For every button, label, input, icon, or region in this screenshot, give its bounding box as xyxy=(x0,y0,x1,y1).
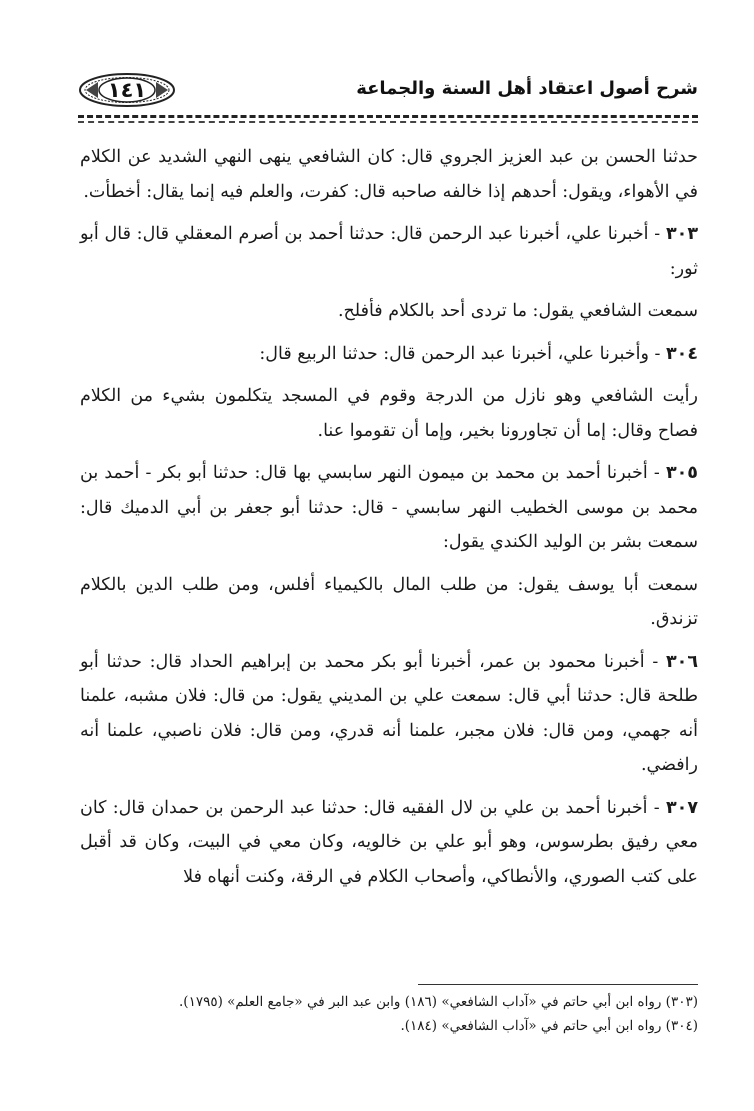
paragraph: سمعت الشافعي يقول: ما تردى أحد بالكلام فأفلح. xyxy=(337,301,698,321)
numbered-narration: ٣٠٦ - أخبرنا محمود بن عمر، أخبرنا أبو بكر محمد بن إبراهيم الحداد قال: حدثنا أبو طلحة قال: حدثنا أبي قال: سمعت علي بن المديني يقول: من قال: فلان مشبه، علمنا أنه جهمي، ومن قال: فلان مجبر، علمنا أنه قدري، ومن قال: فلان ناصبي، علمنا أنه رافضي. xyxy=(80,651,698,775)
header-divider xyxy=(78,115,698,118)
header-divider-secondary xyxy=(78,121,698,123)
main-text xyxy=(80,140,698,902)
numbered-narration: ٣٠٥ - أخبرنا أحمد بن محمد بن ميمون النهر سابسي بها قال: حدثنا أبو بكر - أحمد بن محمد بن موسى الخطيب النهر سابسي - قال: حدثنا أبو جعفر بن أبي الدميك قال: سمعت بشر بن الوليد الكندي يقول: xyxy=(80,463,698,552)
footnotes xyxy=(80,990,698,1038)
page-header xyxy=(78,70,698,114)
numbered-narration: ٣٠٧ - أخبرنا أحمد بن علي بن لال الفقيه قال: حدثنا عبد الرحمن بن حمدان قال: كان معي رفيق بطرسوس، وهو أبو علي بن خالويه، وكان معي في البيت، وكان قد أقبل على كتب الصوري، والأنطاكي، وأصحاب الكلام في الرقة، وكنت أنهاه فلا xyxy=(80,797,698,887)
hadith-number: ٣٠٤ xyxy=(665,343,698,364)
footnote: (٣٠٤) رواه ابن أبي حاتم في «آداب الشافعي» (١٨٤). xyxy=(400,1018,698,1034)
page-number-badge xyxy=(78,72,176,108)
book-title: شرح أصول اعتقاد أهل السنة والجماعة xyxy=(356,78,698,99)
hadith-number: ٣٠٥ xyxy=(665,463,698,483)
footnote: (٣٠٣) رواه ابن أبي حاتم في «آداب الشافعي» (١٨٦) وابن عبد البر في «جامع العلم» (١٧٩٥). xyxy=(179,994,698,1010)
hadith-number: ٣٠٣ xyxy=(665,224,698,244)
hadith-number: ٣٠٦ xyxy=(665,651,698,672)
paragraph: سمعت أبا يوسف يقول: من طلب المال بالكيمياء أفلس، ومن طلب الدين بالكلام تزندق. xyxy=(80,574,698,629)
numbered-narration: ٣٠٣ - أخبرنا علي، أخبرنا عبد الرحمن قال: حدثنا أحمد بن أصرم المعقلي قال: قال أبو ثور: xyxy=(80,224,698,279)
numbered-narration: ٣٠٤ - وأخبرنا علي، أخبرنا عبد الرحمن قال: حدثنا الربيع قال: xyxy=(259,343,698,364)
paragraph: رأيت الشافعي وهو نازل من الدرجة وقوم في المسجد يتكلمون بشيء من الكلام فصاح وقال: إما أن تجاورونا بخير، وإما أن تقوموا عنا. xyxy=(80,386,698,441)
page-number: ١٤١ xyxy=(107,78,147,102)
paragraph: حدثنا الحسن بن عبد العزيز الجروي قال: كان الشافعي ينهى النهي الشديد عن الكلام في الأهواء، ويقول: أحدهم إذا خالفه صاحبه قال: كفرت، والعلم فيه إنما يقال: أخطأت. xyxy=(80,147,698,202)
footnote-divider xyxy=(418,984,698,985)
hadith-number: ٣٠٧ xyxy=(665,797,698,818)
